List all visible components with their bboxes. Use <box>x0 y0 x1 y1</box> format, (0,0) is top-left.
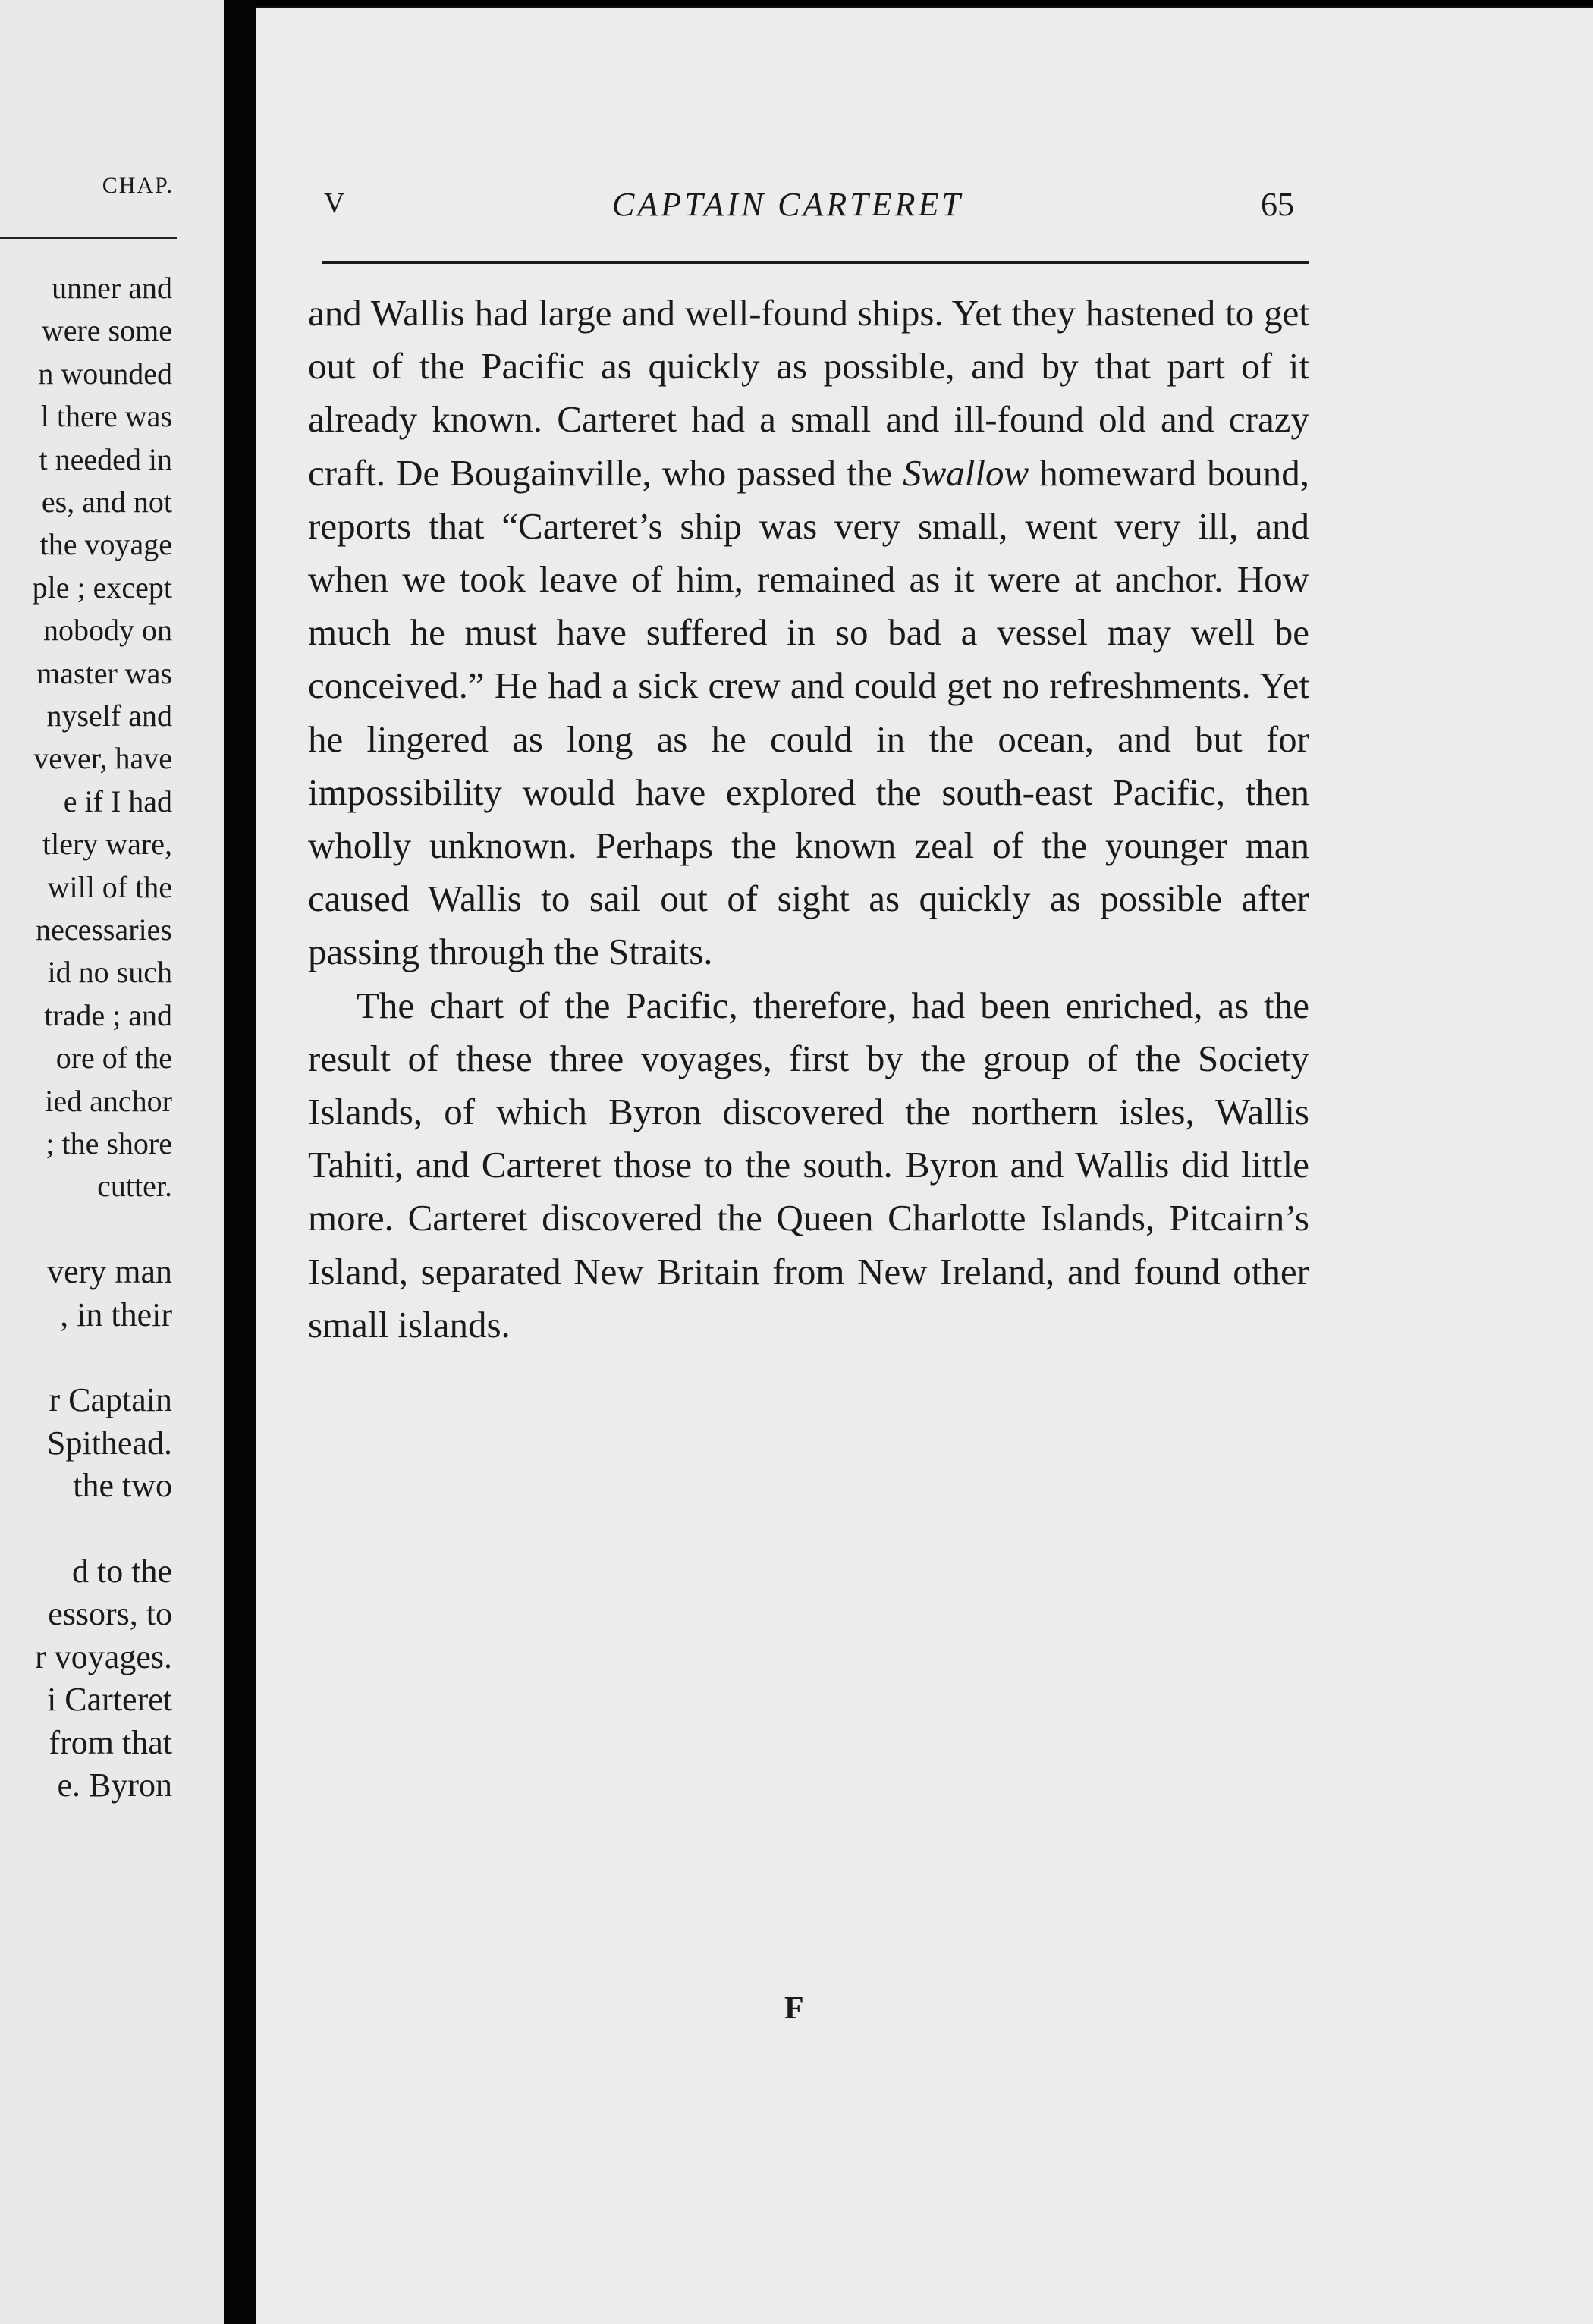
previous-page-line: the voyage <box>39 527 172 562</box>
paragraph-continued <box>308 287 1309 979</box>
previous-page-line: from that <box>49 1723 172 1761</box>
previous-page-line: the two <box>73 1467 172 1505</box>
previous-page-header-rule <box>0 237 177 239</box>
previous-page-line: cutter. <box>97 1169 172 1204</box>
previous-page-line: d to the <box>72 1553 172 1590</box>
ship-name-swallow: Swallow <box>903 451 1029 494</box>
previous-page-line: ple ; except <box>32 570 172 605</box>
previous-page-line: unner and <box>52 271 172 305</box>
previous-page-line: very man <box>47 1253 172 1291</box>
previous-page-line: r Captain <box>49 1381 172 1419</box>
previous-page-line: , in their <box>60 1295 172 1333</box>
signature-mark: F <box>784 1991 804 2026</box>
header-rule <box>322 261 1309 264</box>
paragraph-chart-of-pacific: The chart of the Pacific, therefore, had been enriched, as the result of these three voyages, first by the group of the Society Islands, of which Byron discovered the northern isles, Wallis Tahiti, and Carteret those to the south. Byron and Wallis did little more. Carteret discovered the Queen Charlotte Islands, Pitcairn’s Island, separated New Britain from New Ireland, and found other small islands. <box>308 984 1309 1346</box>
previous-page-line: ore of the <box>55 1041 172 1076</box>
page-number: 65 <box>1261 186 1294 223</box>
previous-page-line: e. Byron <box>57 1767 172 1804</box>
previous-page-line: t needed in <box>39 441 172 476</box>
running-title: CAPTAIN CARTERET <box>612 186 963 223</box>
page-body <box>308 287 1309 1352</box>
previous-page-line: nobody on <box>43 613 172 648</box>
previous-page-line: necessaries <box>36 912 172 947</box>
previous-page-line: will of the <box>47 869 172 904</box>
previous-page-line: ; the shore <box>46 1126 172 1160</box>
previous-page-line: e if I had <box>63 784 172 818</box>
chapter-number: V <box>324 187 346 219</box>
paragraph-1-text-a: and Wallis had large and well-found ships. Yet they hastened to get out of the Pacific as quickly as possible, and by that part of it already known. Carteret had a small and ill-found old and crazy craft. De Bougainville, who passed the <box>308 292 1309 494</box>
previous-page-line: master was <box>36 655 172 690</box>
previous-page-line: i Carteret <box>47 1681 172 1719</box>
book-gutter <box>224 0 256 2324</box>
previous-page-line: nyself and <box>46 699 172 733</box>
previous-page-line: l there was <box>40 399 172 434</box>
previous-page-line: vever, have <box>33 741 172 776</box>
previous-page-line: were some <box>41 313 172 348</box>
previous-page-line: Spithead. <box>47 1424 172 1462</box>
previous-page-line: tlery ware, <box>42 827 172 862</box>
previous-page-header: CHAP. <box>102 173 174 198</box>
previous-page-line: ied anchor <box>45 1083 172 1118</box>
previous-page-line: id no such <box>47 955 172 990</box>
previous-page-fragment <box>0 0 224 2324</box>
previous-page-line: essors, to <box>48 1595 172 1633</box>
book-page <box>256 6 1593 2324</box>
page-top-edge <box>256 6 1593 8</box>
previous-page-line: r voyages. <box>35 1638 172 1675</box>
previous-page-line: n wounded <box>38 356 172 391</box>
previous-page-line: trade ; and <box>44 997 172 1032</box>
previous-page-line: es, and not <box>41 485 172 519</box>
paragraph-1-text-b: homeward bound, reports that “Carteret’s ship was very small, went very ill, and when we took leave of him, remained as it were at anchor. How much he must have suffered in so bad a vessel may well be conceived.” He had a sick crew and could get no refreshments. Yet he lingered as long as he could in the ocean, and but for impossibility would have explored the south-east Pacific, then wholly unknown. Perhaps the known zeal of the younger man caused Wallis to sail out of sight as quickly as possible after passing through the Straits. <box>308 451 1309 973</box>
